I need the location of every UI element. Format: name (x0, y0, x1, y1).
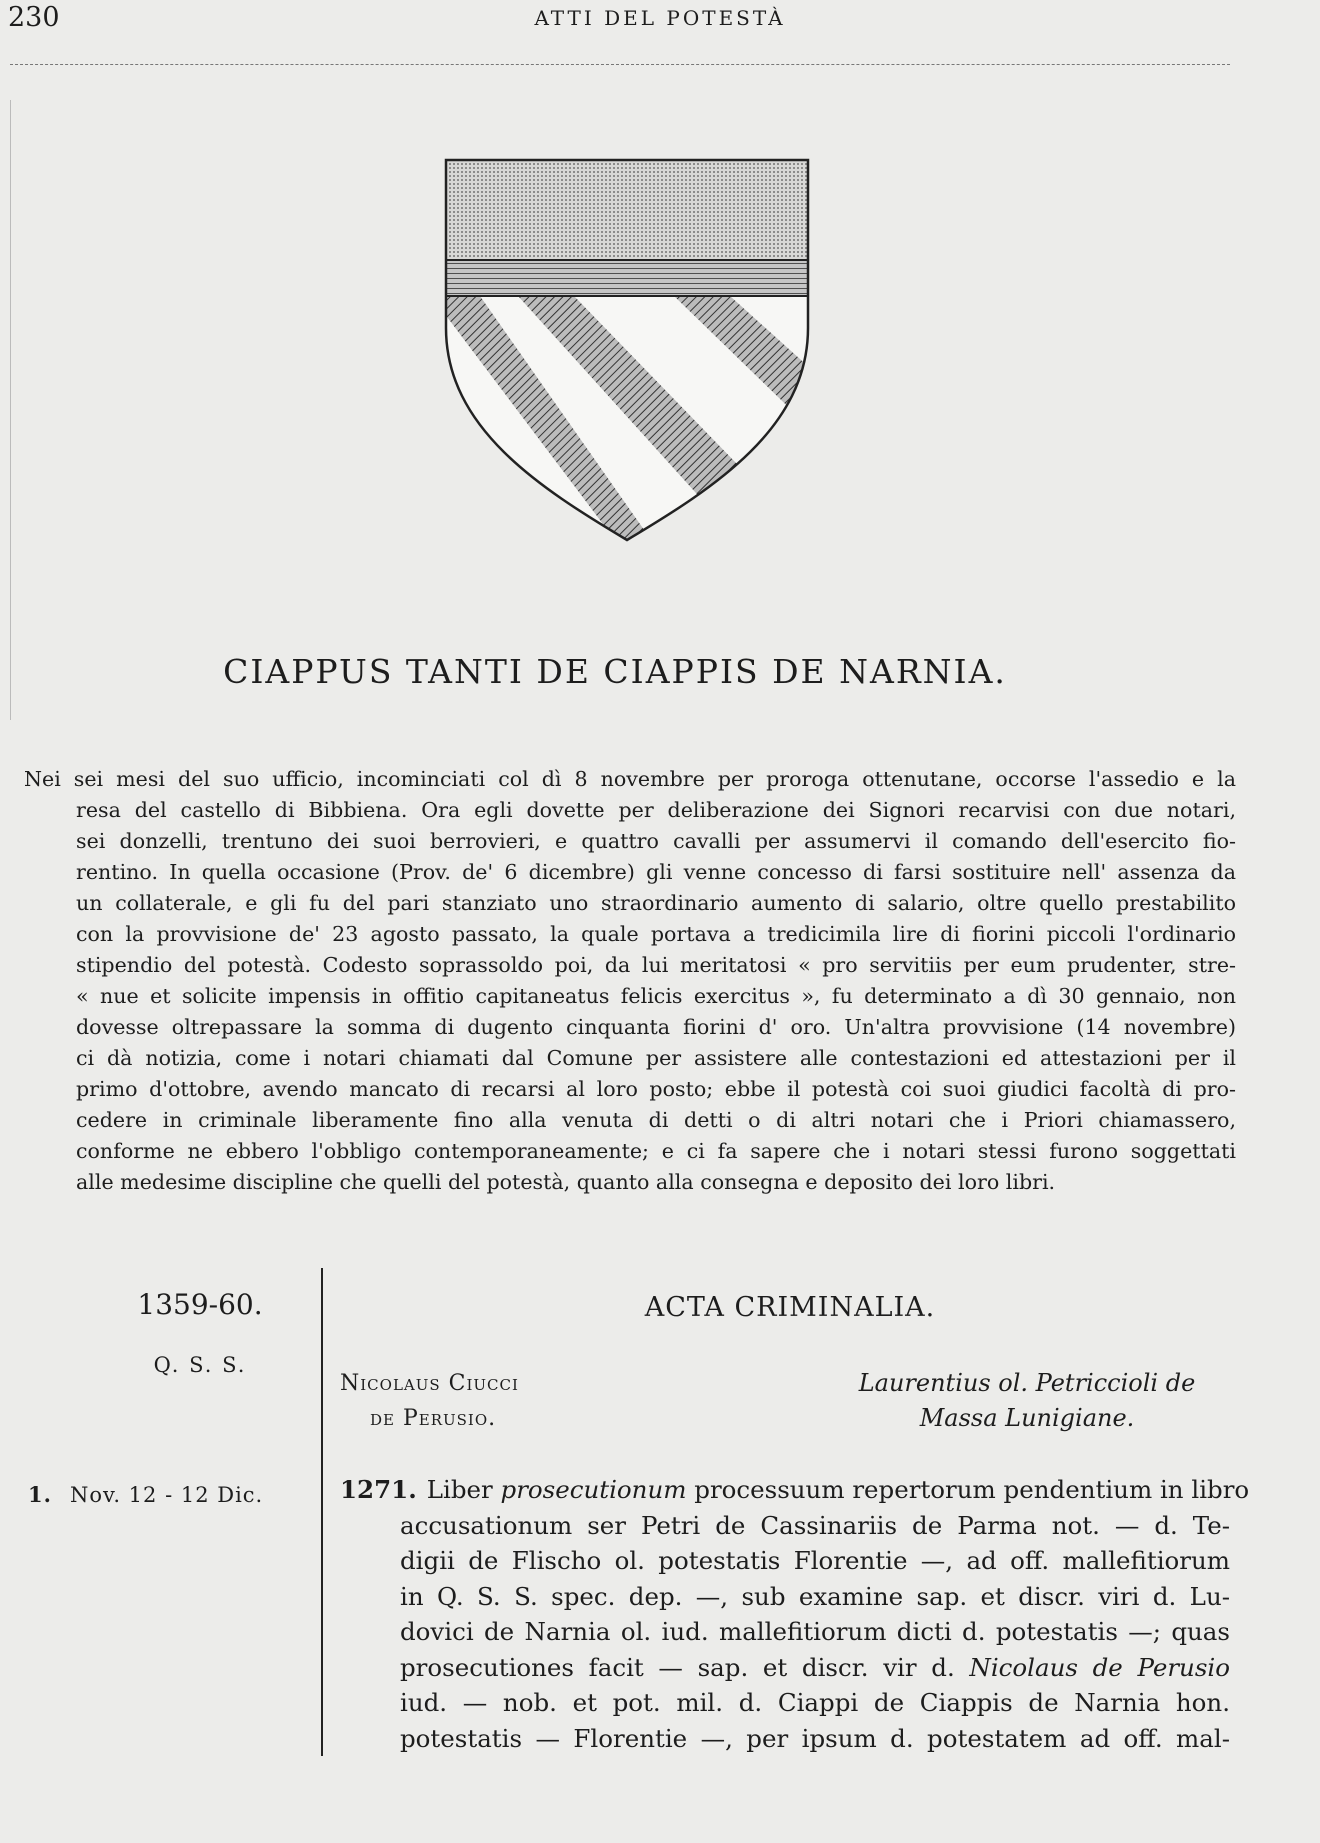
entry-text (340, 1472, 1250, 1756)
entry-line: in Q. S. S. spec. dep. —, sub examine sap. et discr. viri d. Lu- (400, 1581, 1230, 1611)
entry-line: 1271. Liber prosecutionum processuum repertorum pendentium in libro (340, 1475, 1250, 1504)
intro-line: un collaterale, e gli fu del pari stanziato uno straordinario aumento di salario, oltre quello prestabilito (76, 891, 1236, 915)
intro-line: ci dà notizia, come i notari chiamati dal Comune per assistere alle contestazioni ed attestazioni per il (76, 1046, 1236, 1070)
date-range (28, 1482, 263, 1507)
archive-location: Q. S. S. (153, 1353, 247, 1377)
entry-line: accusationum ser Petri de Cassinariis de Parma not. — d. Te- (400, 1510, 1230, 1540)
record-year: 1359-60. (137, 1288, 263, 1321)
intro-line: resa del castello di Bibbiena. Ora egli dovette per deliberazione dei Signori recarvisi con due notari, (76, 798, 1236, 822)
intro-line: « nue et solicite impensis in offitio capitaneatus felicis exercitus », fu determinato a dì 30 gennaio, non (76, 984, 1236, 1008)
page-title: CIAPPUS TANTI DE CIAPPIS DE NARNIA. (223, 652, 1007, 691)
entry-line: potestatis — Florentie —, per ipsum d. potestatem ad off. mal- (400, 1723, 1230, 1753)
intro-line: conforme ne ebbero l'obbligo contemporaneamente; e ci fa sapere che i notari stessi furono soggettati (76, 1139, 1236, 1163)
shield-fess (444, 260, 810, 296)
entry-line: prosecutiones facit — sap. et discr. vir d. Nicolaus de Perusio (400, 1652, 1230, 1682)
section-title: ACTA CRIMINALIA. (644, 1292, 936, 1323)
intro-paragraph (24, 764, 1236, 1198)
intro-line: sei donzelli, trentuno dei suoi berrovieri, e quattro cavalli per assumervi il comando dell'esercito fio- (76, 829, 1236, 853)
official-name-line: Nicolaus Ciucci (340, 1371, 519, 1396)
entry-line: digii de Flischo ol. potestatis Florentie —, ad off. mallefitiorum (400, 1546, 1230, 1575)
entry-line: dovici de Narnia ol. iud. mallefitiorum dicti d. potestatis —; quas (400, 1617, 1230, 1646)
intro-line: Nei sei mesi del suo ufficio, incominciati col dì 8 novembre per proroga ottenutane, occorse l'assedio e la (24, 767, 1236, 791)
entry-line: iud. — nob. et pot. mil. d. Ciappi de Ciappis de Narnia hon. (400, 1688, 1230, 1717)
column-divider (321, 1268, 323, 1756)
running-head: ATTI DEL POTESTÀ (534, 6, 786, 30)
intro-line: stipendio del potestà. Codesto soprassoldo poi, da lui meritatosi « pro servitiis per eum prudenter, stre- (76, 953, 1236, 977)
notary-origin-line: Massa Lunigiane. (919, 1404, 1135, 1432)
official-name (340, 1366, 519, 1436)
entry-number: 1271. (340, 1475, 417, 1504)
intro-line: cedere in criminale liberamente fino alla venuta di detti o di altri notari che i Priori chiamassero, (76, 1108, 1236, 1132)
intro-line: alle medesime discipline che quelli del potestà, quanto alla consegna e deposito dei loro libri. (76, 1170, 1056, 1194)
intro-line: dovesse oltrepassare la somma di dugento cinquanta fiorini d' oro. Un'altra provvisione (14 novembre) (76, 1015, 1236, 1039)
item-number: 1. (28, 1482, 52, 1507)
page-number: 230 (8, 2, 60, 33)
date-text: Nov. 12 - 12 Dic. (69, 1483, 264, 1507)
shield-chief (444, 158, 810, 260)
notary-name-line: Laurentius ol. Petriccioli de (858, 1369, 1196, 1397)
notary-name (820, 1366, 1234, 1436)
intro-line: rentino. In quella occasione (Prov. de' 6 dicembre) gli venne concesso di farsi sostituire nell' assenza da (76, 860, 1236, 884)
intro-line: con la provvisione de' 23 agosto passato, la quale portava a tredicimila lire di fiorini piccoli l'ordinario (76, 922, 1236, 946)
coat-of-arms (444, 158, 810, 544)
intro-line: primo d'ottobre, avendo mancato di recarsi al loro posto; ebbe il potestà coi suoi giudici facoltà di pro- (76, 1077, 1236, 1101)
official-origin-line: de Perusio. (370, 1406, 497, 1431)
header-rule (10, 64, 1230, 65)
left-margin-line (10, 100, 11, 720)
